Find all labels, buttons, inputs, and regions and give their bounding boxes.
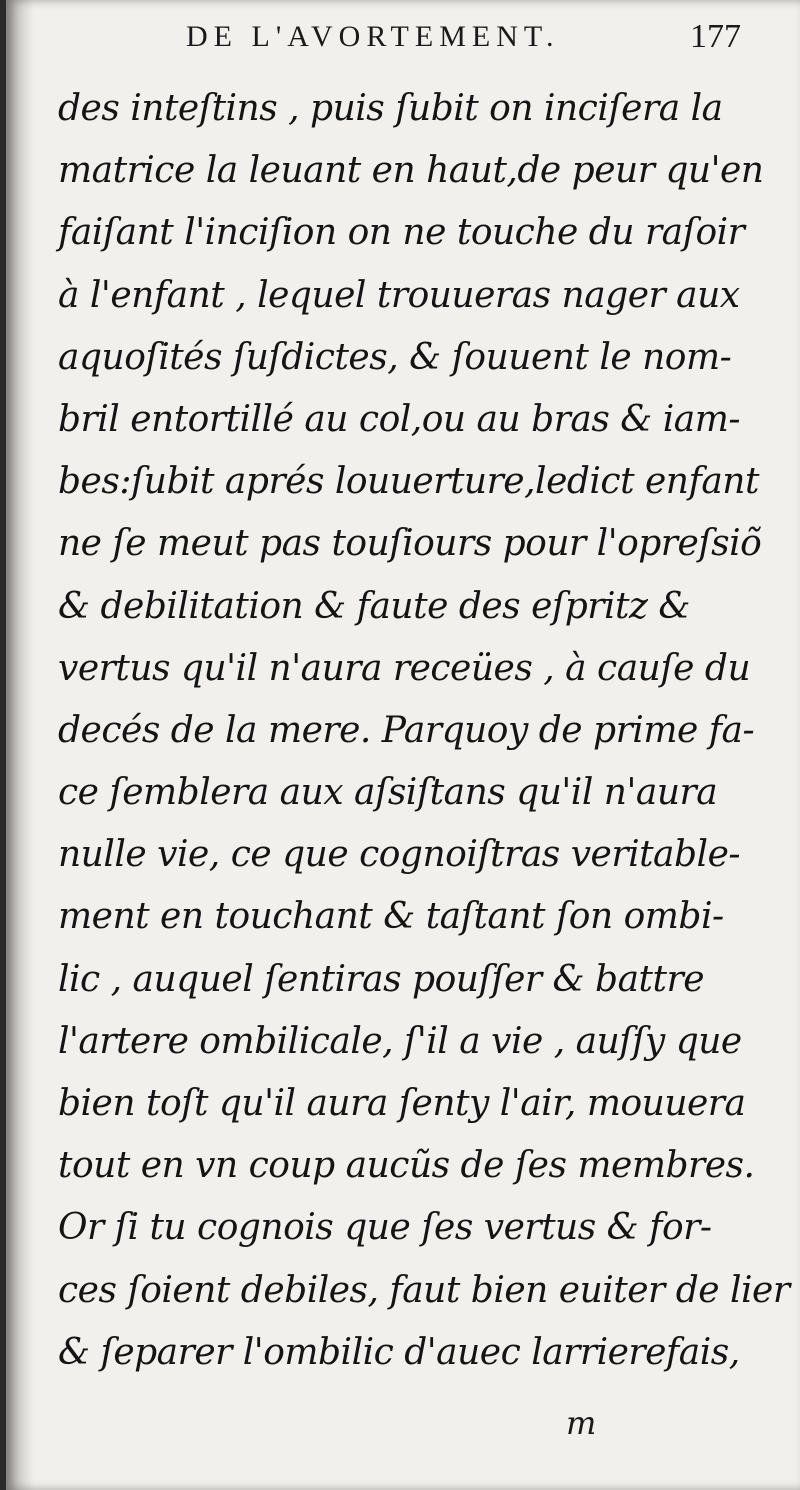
text-line: des inteſtins , puis ſubit on inciſera la [58,88,723,129]
text-line: ces ſoient debiles, faut bien euiter de lier [58,1269,790,1311]
text-line: & ſeparer l'ombilic d'auec larrierefais, [58,1331,740,1373]
text-line: ce ſemblera aux aſsiſtans qu'il n'aura [58,772,718,814]
text-line: l'artere ombilicale, ſ'il a vie , auſſy que [58,1020,742,1062]
text-line: bien toſt qu'il aura ſenty l'air, mouuera [58,1083,746,1124]
text-line: à l'enfant , lequel trouueras nager aux [58,274,740,316]
book-page [6,0,800,1490]
page-number: 177 [690,18,741,55]
text-line: & debilitation & faute des eſpritz & [58,585,690,627]
text-line: aquoſités ſuſdictes, & ſouuent le nom- [58,336,732,378]
text-line: ne ſe meut pas touſiours pour l'opreſsiõ [58,523,762,565]
text-line: ment en touchant & taſtant ſon ombi- [58,896,724,938]
text-line: matrice la leuant en haut,de peur qu'en [58,150,764,192]
text-line: lic , auquel ſentiras pouſſer & battre [58,958,704,1000]
signature-mark: m [566,1404,597,1442]
text-line: bes:ſubit aprés louuerture,ledict enfant [58,461,759,503]
text-line: bril entortillé au col,ou au bras & iam- [58,398,740,440]
text-line: tout en vn coup aucũs de ſes membres. [58,1145,755,1187]
text-line: nulle vie, ce que cognoiſtras veritable- [58,834,741,876]
text-line: Or ſi tu cognois que ſes vertus & for- [58,1207,712,1249]
text-line: decés de la mere. Parquoy de prime fa- [58,709,755,751]
body-text [58,78,790,1384]
text-line: vertus qu'il n'aura receües , à cauſe du [58,647,751,689]
running-head: DE L'AVORTEMENT. [186,20,560,53]
text-line: faiſant l'inciſion on ne touche du raſoir [58,212,745,254]
